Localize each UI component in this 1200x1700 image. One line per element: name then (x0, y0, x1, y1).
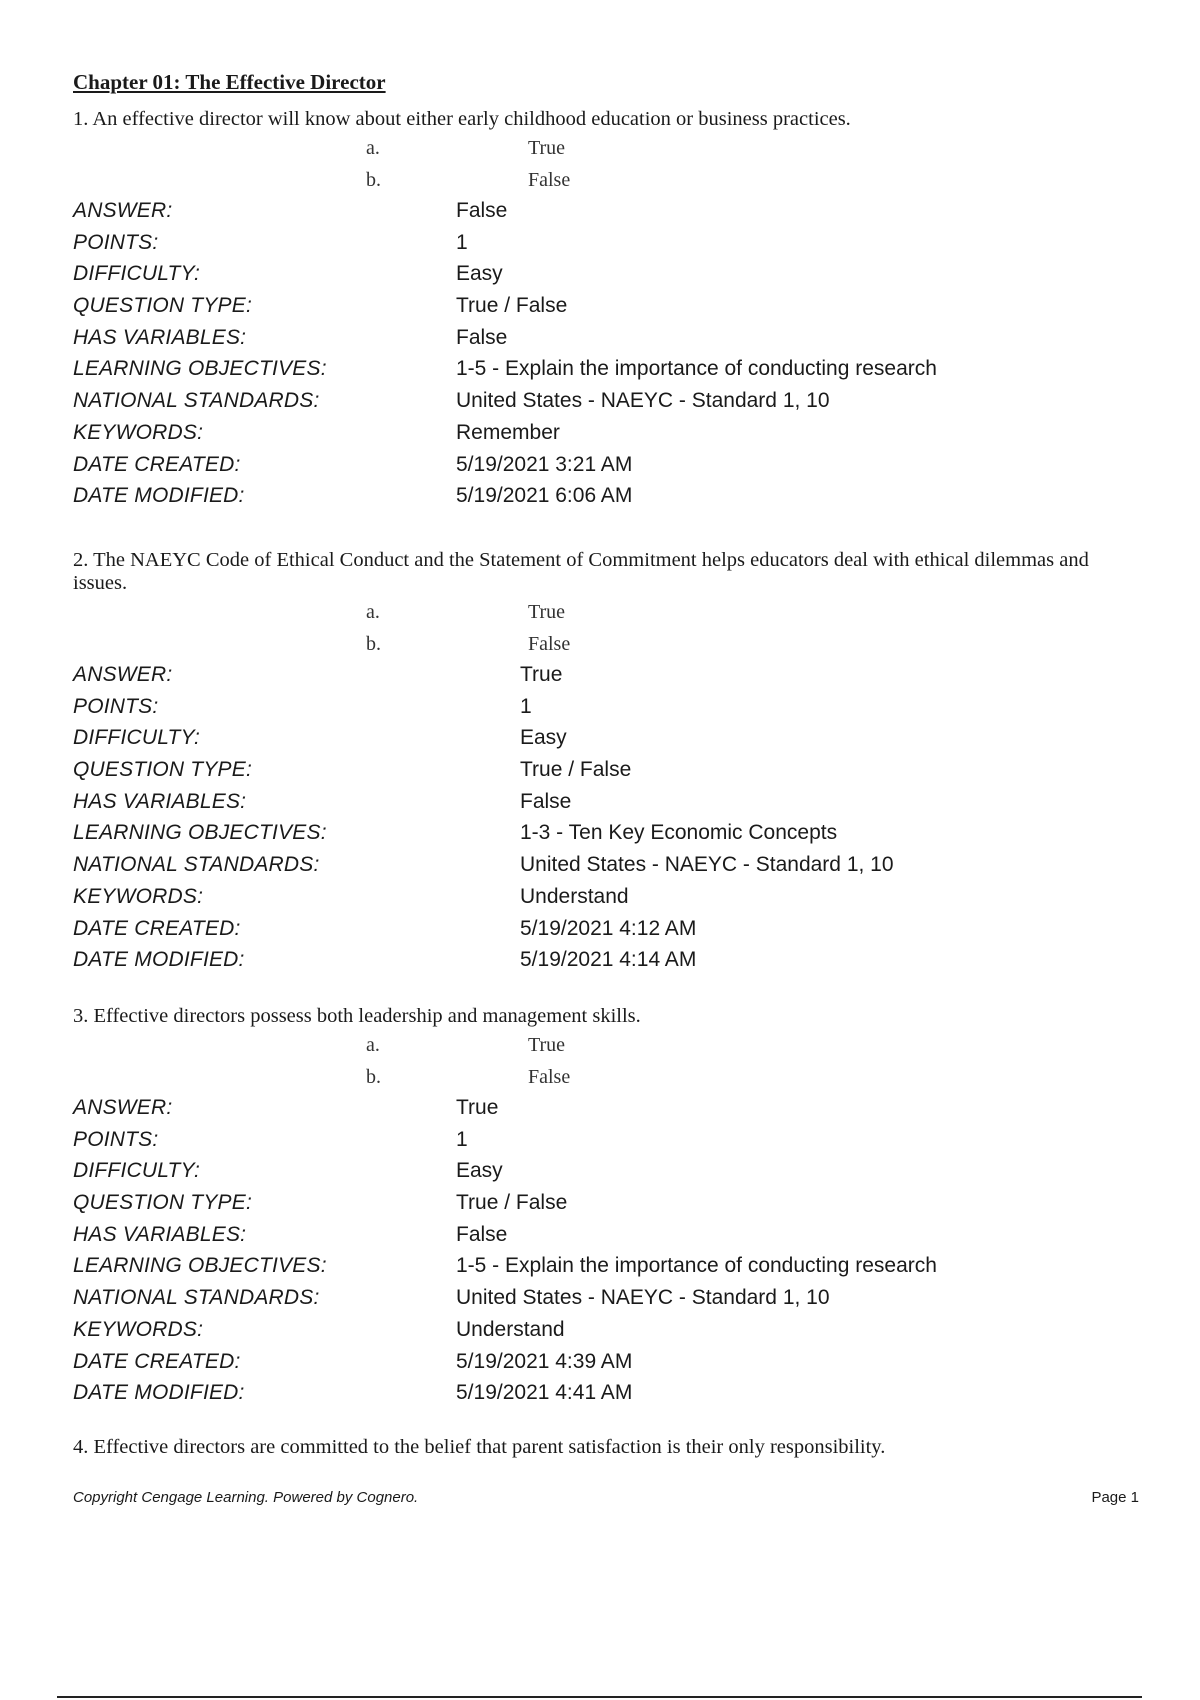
choice-b (73, 627, 1143, 659)
meta-row-has-variables (73, 786, 1143, 818)
choice-a (73, 1028, 1143, 1060)
meta-value: 5/19/2021 4:14 AM (520, 948, 697, 972)
meta-label: DATE MODIFIED: (73, 484, 245, 508)
meta-row-date-modified (73, 944, 1143, 976)
meta-label: HAS VARIABLES: (73, 789, 247, 813)
meta-row-national-standards (73, 1282, 1143, 1314)
meta-row-national-standards (73, 385, 1143, 417)
meta-label: DIFFICULTY: (73, 1159, 201, 1183)
meta-value: 1 (456, 1127, 468, 1151)
choice-letter: a. (366, 1034, 380, 1056)
meta-value: 5/19/2021 3:21 AM (456, 452, 633, 476)
choice-letter: b. (366, 1066, 381, 1088)
page-number: Page 1 (1091, 1489, 1139, 1506)
meta-row-date-created (73, 1346, 1143, 1378)
meta-value: True / False (456, 1191, 568, 1215)
meta-row-difficulty (73, 258, 1143, 290)
meta-row-points (73, 227, 1143, 259)
meta-value: United States - NAEYC - Standard 1, 10 (456, 389, 830, 413)
meta-label: POINTS: (73, 230, 159, 254)
bottom-divider (57, 1696, 1142, 1698)
choice-b (73, 163, 1143, 195)
meta-row-answer (73, 1092, 1143, 1124)
meta-label: DIFFICULTY: (73, 726, 201, 750)
meta-row-has-variables (73, 322, 1143, 354)
meta-label: POINTS: (73, 1127, 159, 1151)
question-metadata (73, 659, 1143, 976)
meta-value: 5/19/2021 4:12 AM (520, 916, 697, 940)
meta-value: True (456, 1096, 499, 1119)
choice-letter: b. (366, 633, 381, 655)
meta-row-difficulty (73, 722, 1143, 754)
meta-label: QUESTION TYPE: (73, 758, 252, 782)
choice-a (73, 131, 1143, 163)
meta-label: NATIONAL STANDARDS: (73, 853, 320, 877)
choice-b (73, 1060, 1143, 1092)
meta-value: 1 (520, 694, 532, 718)
choice-text: False (528, 633, 571, 655)
meta-value: Easy (456, 262, 503, 286)
meta-value: Understand (520, 884, 629, 908)
meta-value: True / False (456, 294, 568, 318)
meta-row-answer (73, 195, 1143, 227)
meta-label: KEYWORDS: (73, 420, 204, 444)
meta-label: ANSWER: (73, 1096, 173, 1119)
meta-row-question-type (73, 290, 1143, 322)
meta-row-date-modified (73, 480, 1143, 512)
meta-value: 1 (456, 230, 468, 254)
meta-label: NATIONAL STANDARDS: (73, 1286, 320, 1310)
meta-value: 1-3 - Ten Key Economic Concepts (520, 821, 838, 845)
meta-label: DIFFICULTY: (73, 262, 201, 286)
choice-text: True (528, 1034, 566, 1056)
meta-label: ANSWER: (73, 199, 173, 222)
meta-row-date-created (73, 449, 1143, 481)
choice-text: False (528, 169, 571, 191)
meta-label: DATE CREATED: (73, 916, 241, 940)
choice-text: False (528, 1066, 571, 1088)
meta-value: Easy (520, 726, 567, 750)
meta-value: 5/19/2021 4:39 AM (456, 1349, 633, 1373)
meta-row-keywords (73, 881, 1143, 913)
question-metadata (73, 1092, 1143, 1409)
meta-value: True (520, 663, 563, 686)
meta-label: LEARNING OBJECTIVES: (73, 821, 327, 845)
choice-letter: b. (366, 169, 381, 191)
choice-letter: a. (366, 137, 380, 159)
meta-row-points (73, 691, 1143, 723)
choice-text: True (528, 137, 566, 159)
meta-value: False (520, 789, 572, 813)
question-metadata (73, 195, 1143, 512)
question-1 (73, 108, 1143, 512)
footer-copyright: Copyright Cengage Learning. Powered by Cognero. (73, 1489, 419, 1506)
meta-row-learning-objectives (73, 353, 1143, 385)
meta-label: ANSWER: (73, 663, 173, 686)
answer-choices (73, 1028, 1143, 1092)
meta-value: Remember (456, 420, 560, 444)
meta-row-points (73, 1124, 1143, 1156)
question-stem: 4. Effective directors are committed to the belief that parent satisfaction is their only responsibility. (73, 1436, 886, 1458)
choice-letter: a. (366, 601, 380, 623)
question-3 (73, 1005, 1143, 1409)
meta-label: DATE CREATED: (73, 452, 241, 476)
meta-value: False (456, 199, 508, 222)
meta-label: DATE MODIFIED: (73, 1381, 245, 1405)
meta-label: DATE CREATED: (73, 1349, 241, 1373)
question-4 (73, 1436, 1143, 1459)
meta-label: LEARNING OBJECTIVES: (73, 1254, 327, 1278)
choice-text: True (528, 601, 566, 623)
meta-label: HAS VARIABLES: (73, 1222, 247, 1246)
meta-value: Understand (456, 1317, 565, 1341)
meta-row-difficulty (73, 1155, 1143, 1187)
meta-row-keywords (73, 1314, 1143, 1346)
meta-label: LEARNING OBJECTIVES: (73, 357, 327, 381)
meta-value: 1-5 - Explain the importance of conducting research (456, 357, 937, 381)
meta-label: QUESTION TYPE: (73, 294, 252, 318)
meta-value: False (456, 1222, 508, 1246)
meta-label: DATE MODIFIED: (73, 948, 245, 972)
choice-a (73, 595, 1143, 627)
question-stem: 2. The NAEYC Code of Ethical Conduct and the Statement of Commitment helps educators deal with ethical dilemmas and issues. (73, 549, 1089, 594)
meta-label: QUESTION TYPE: (73, 1191, 252, 1215)
meta-row-keywords (73, 417, 1143, 449)
meta-label: KEYWORDS: (73, 1317, 204, 1341)
question-stem: 1. An effective director will know about either early childhood education or business practices. (73, 108, 851, 130)
meta-value: Easy (456, 1159, 503, 1183)
answer-choices (73, 131, 1143, 195)
meta-row-learning-objectives (73, 1250, 1143, 1282)
meta-value: United States - NAEYC - Standard 1, 10 (456, 1286, 830, 1310)
meta-row-question-type (73, 1187, 1143, 1219)
meta-label: NATIONAL STANDARDS: (73, 389, 320, 413)
meta-label: HAS VARIABLES: (73, 325, 247, 349)
meta-row-has-variables (73, 1219, 1143, 1251)
meta-row-national-standards (73, 849, 1143, 881)
meta-value: False (456, 325, 508, 349)
meta-value: 5/19/2021 6:06 AM (456, 484, 633, 508)
chapter-title: Chapter 01: The Effective Director (73, 70, 386, 94)
meta-label: POINTS: (73, 694, 159, 718)
meta-row-date-modified (73, 1377, 1143, 1409)
meta-value: 5/19/2021 4:41 AM (456, 1381, 633, 1405)
meta-value: 1-5 - Explain the importance of conducting research (456, 1254, 937, 1278)
meta-row-date-created (73, 913, 1143, 945)
meta-row-learning-objectives (73, 817, 1143, 849)
question-2 (73, 549, 1143, 976)
meta-row-answer (73, 659, 1143, 691)
meta-row-question-type (73, 754, 1143, 786)
question-stem: 3. Effective directors possess both leadership and management skills. (73, 1005, 641, 1027)
meta-label: KEYWORDS: (73, 884, 204, 908)
answer-choices (73, 595, 1143, 659)
meta-value: United States - NAEYC - Standard 1, 10 (520, 853, 894, 877)
meta-value: True / False (520, 758, 632, 782)
